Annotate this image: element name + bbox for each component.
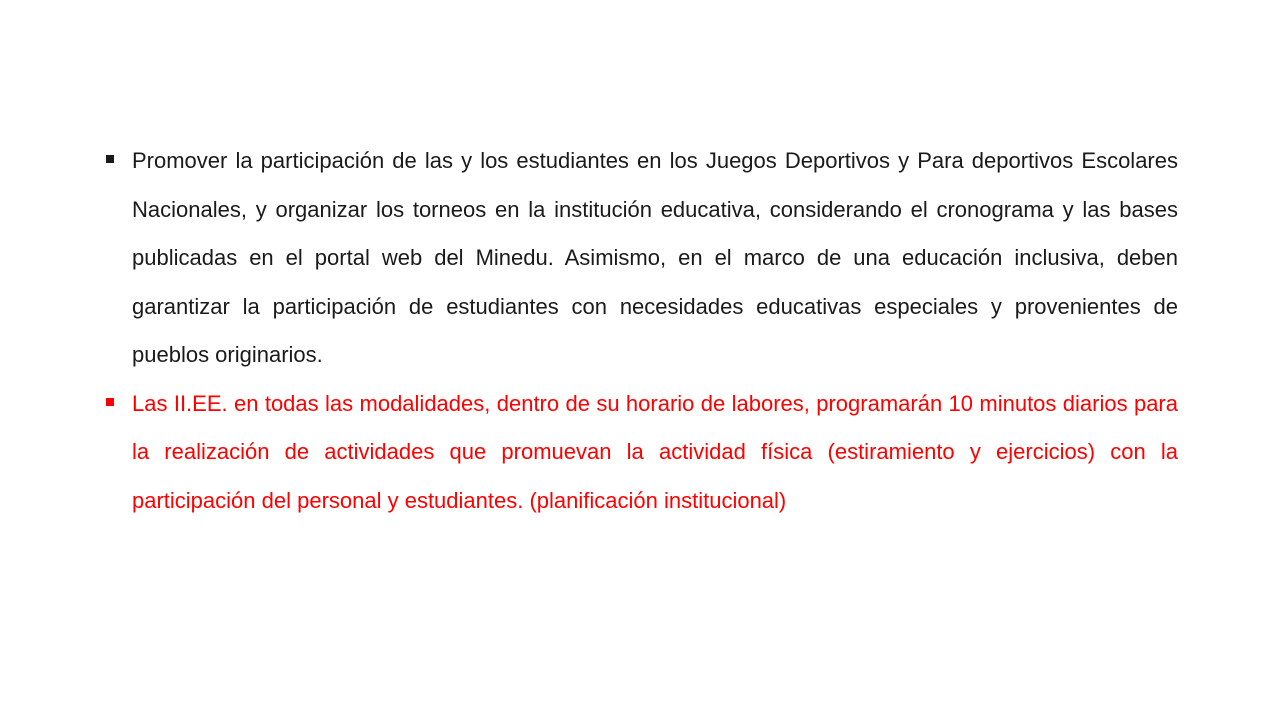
bullet-item-actividad-fisica [104, 380, 1178, 526]
bullet-item-juegos-deportivos [104, 137, 1178, 380]
bullet-list [104, 137, 1178, 525]
square-bullet-icon [106, 155, 114, 163]
bullet-text-juegos-deportivos: Promover la participación de las y los estudiantes en los Juegos Deportivos y Para deportivos Escolares Nacionales, y organizar los torneos en la institución educativa, considerando el cronograma y las bases publicadas en el portal web del Minedu. Asimismo, en el marco de una educación inclusiva, deben garantizar la participación de estudiantes con necesidades educativas especiales y provenientes de pueblos originarios. [132, 148, 1178, 367]
bullet-text-actividad-fisica: Las II.EE. en todas las modalidades, dentro de su horario de labores, programarán 10 minutos diarios para la realización de actividades que promuevan la actividad física (estiramiento y ejercicios) con la participación del personal y estudiantes. (planificación institucional) [132, 390, 1178, 513]
square-bullet-icon [106, 398, 114, 406]
